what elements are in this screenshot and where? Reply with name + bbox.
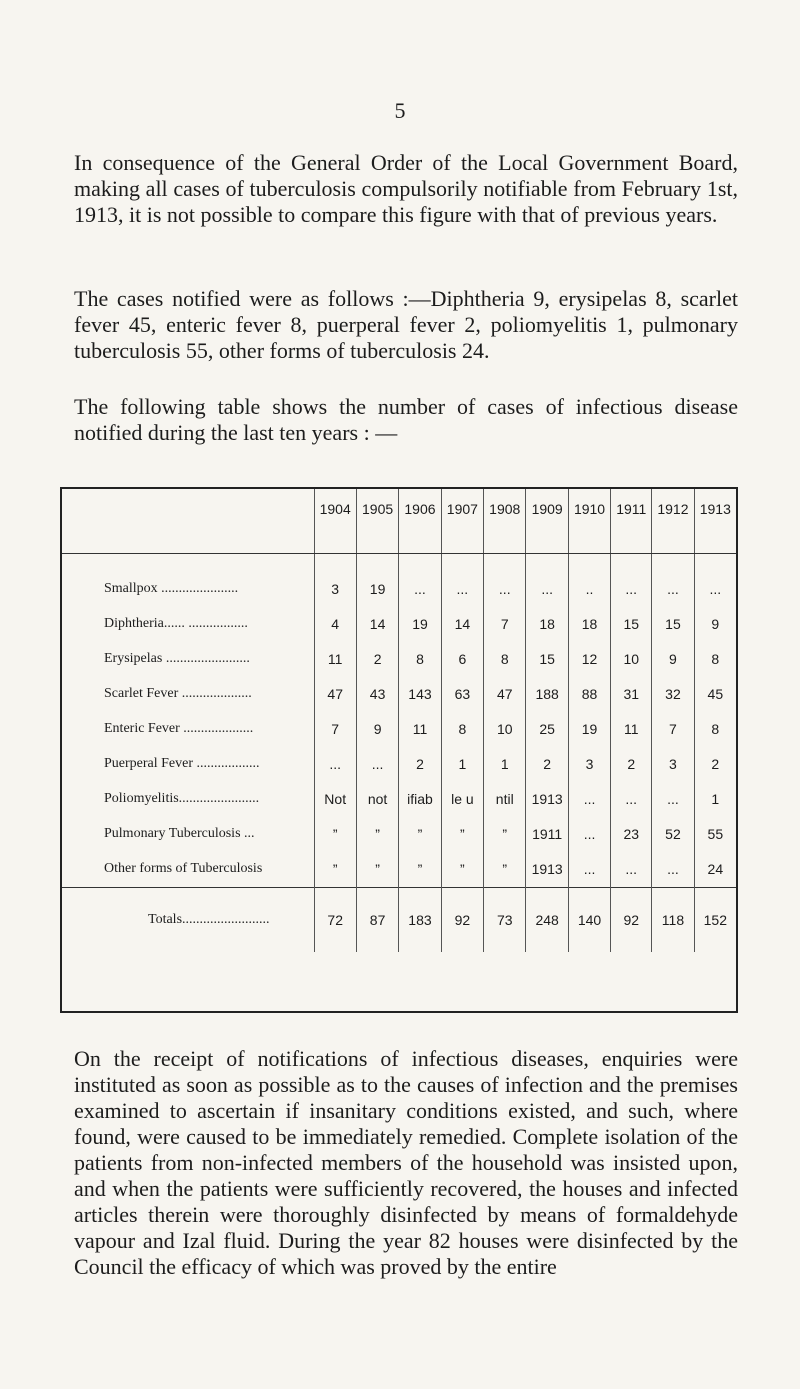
table-cell: 3 [314, 553, 356, 607]
table-cell: 15 [652, 607, 694, 642]
table-cell: 18 [526, 607, 568, 642]
table-cell: 24 [707, 861, 724, 877]
table-cell: ... [399, 553, 441, 607]
table-cell: 19 [568, 712, 610, 747]
table-cell: 18 [568, 607, 610, 642]
table-cell: ifiab [399, 782, 441, 817]
table-cell: 143 [399, 677, 441, 712]
table-cell: 14 [356, 607, 398, 642]
year-header-row [62, 489, 736, 553]
table-cell: 1913 [526, 852, 568, 888]
page-number: 5 [394, 98, 406, 123]
table-cell: 15 [526, 642, 568, 677]
table-cell: ” [399, 852, 441, 888]
label-column-header [62, 489, 314, 553]
row-label: Pulmonary Tuberculosis ... [62, 817, 314, 852]
table-cell: 12 [568, 642, 610, 677]
table-cell: 1 [484, 747, 526, 782]
paragraph-tuberculosis-notification: In consequence of the General Order of the Local Government Board, making all cases of tuberculosis compulsorily notifiable from February 1st, 1913, it is not possible to compare this figure with that of previous years. [74, 150, 738, 227]
table-cell: 11 [399, 712, 441, 747]
table-row-smallpox [62, 553, 736, 607]
year-header: 1913 [694, 489, 736, 553]
row-label: Erysipelas ........................ [62, 642, 314, 677]
table-cell: ... [611, 782, 652, 817]
table-cell: 11 [314, 642, 356, 677]
table-cell: 6 [441, 642, 483, 677]
infectious-disease-table [60, 487, 738, 1013]
table-row-poliomyelitis [62, 782, 736, 817]
table-cell: 2 [711, 756, 720, 772]
table-cell: 19 [399, 607, 441, 642]
year-header: 1912 [652, 489, 694, 553]
table-cell: ” [399, 817, 441, 852]
table-cell: 2 [526, 747, 568, 782]
table-cell: ... [652, 852, 694, 888]
table-cell: 31 [611, 677, 652, 712]
total-cell: 73 [484, 887, 526, 952]
table-cell: ” [356, 817, 398, 852]
row-label: Smallpox ...................... [62, 553, 314, 607]
table-cell: 2 [611, 747, 652, 782]
table-cell: ... [652, 782, 694, 817]
total-cell: 92 [611, 887, 652, 952]
paragraph-disinfection: On the receipt of notifications of infectious diseases, enquiries were instituted as soon as possible as to the causes of infection and the premises examined to ascertain if insanitary conditions existed, and such, where found, were caused to be immediately remedied. Complete isolation of the patients from non-infected members of the household was insisted upon, and when the patients were sufficiently recovered, the houses and infected articles therein were thoroughly disinfected by means of formaldehyde vapour and Izal fluid. During the year 82 houses were disinfected by the Council the efficacy of which was proved by the entire [74, 1046, 738, 1279]
table-cell: ... [441, 553, 483, 607]
year-header: 1908 [484, 489, 526, 553]
table-cell: 7 [314, 712, 356, 747]
table-cell: ” [484, 852, 526, 888]
table-cell: 8 [484, 642, 526, 677]
table-cell: 43 [356, 677, 398, 712]
table-row-diphtheria [62, 607, 736, 642]
table-cell: .. [568, 553, 610, 607]
table-cell: ... [526, 553, 568, 607]
table-cell: 23 [611, 817, 652, 852]
table-cell: ... [314, 747, 356, 782]
table-cell: 88 [568, 677, 610, 712]
table-cell: 47 [314, 677, 356, 712]
table-cell: 1 [711, 791, 720, 807]
total-cell: 152 [694, 887, 736, 952]
table-cell: ... [652, 553, 694, 607]
table-cell: 1911 [526, 817, 568, 852]
table-cell: le u [441, 782, 483, 817]
totals-label: Totals......................... [62, 887, 314, 952]
table-cell: ” [441, 852, 483, 888]
table-row-scarlet-fever [62, 677, 736, 712]
total-cell: 248 [526, 887, 568, 952]
table-cell: 14 [441, 607, 483, 642]
table-cell: 8 [399, 642, 441, 677]
table-cell: ... [568, 852, 610, 888]
table-cell: 7 [484, 607, 526, 642]
table-cell: ” [314, 852, 356, 888]
paragraph-cases-notified: The cases notified were as follows :—Diphtheria 9, erysipelas 8, scarlet fever 45, enteric fever 8, puerperal fever 2, poliomyelitis 1, pulmonary tuberculosis 55, other forms of tuberculosis 24. [74, 286, 738, 363]
table-row-totals [62, 887, 736, 952]
row-label: Other forms of Tuberculosis [62, 852, 314, 888]
table-cell: 8 [711, 721, 720, 737]
table-cell: ... [356, 747, 398, 782]
table-cell: 9 [356, 712, 398, 747]
table-cell: Not [314, 782, 356, 817]
row-label: Scarlet Fever .................... [62, 677, 314, 712]
year-header: 1904 [314, 489, 356, 553]
table-cell: ntil [484, 782, 526, 817]
table-cell: 10 [484, 712, 526, 747]
table-cell: ” [356, 852, 398, 888]
table-cell: 3 [652, 747, 694, 782]
year-header: 1910 [568, 489, 610, 553]
year-header: 1911 [611, 489, 652, 553]
table-cell: ” [441, 817, 483, 852]
table-cell: 188 [526, 677, 568, 712]
table-row-enteric-fever [62, 712, 736, 747]
table-cell: 45 [707, 686, 724, 702]
paragraph-table-intro: The following table shows the number of cases of infectious disease notified during the last ten years : — [74, 394, 738, 445]
table-cell: ... [568, 782, 610, 817]
table-cell: 19 [356, 553, 398, 607]
table-cell: 2 [356, 642, 398, 677]
table-row-other-tuberculosis [62, 852, 736, 888]
total-cell: 92 [441, 887, 483, 952]
total-cell: 183 [399, 887, 441, 952]
table-cell: 8 [441, 712, 483, 747]
table-cell: 2 [399, 747, 441, 782]
table-cell: 55 [707, 826, 724, 842]
table-cell: ... [568, 817, 610, 852]
table-cell: ... [611, 852, 652, 888]
disease-table [62, 489, 736, 952]
table-cell: 4 [314, 607, 356, 642]
table-cell: ... [484, 553, 526, 607]
table-cell: 25 [526, 712, 568, 747]
table-row-pulmonary-tuberculosis [62, 817, 736, 852]
table-row-erysipelas [62, 642, 736, 677]
year-header: 1905 [356, 489, 398, 553]
row-label: Poliomyelitis....................... [62, 782, 314, 817]
year-header: 1906 [399, 489, 441, 553]
table-cell: ... [709, 581, 722, 597]
table-cell: ” [484, 817, 526, 852]
total-cell: 118 [652, 887, 694, 952]
table-cell: 8 [711, 651, 720, 667]
row-label: Puerperal Fever .................. [62, 747, 314, 782]
table-cell: 15 [611, 607, 652, 642]
total-cell: 87 [356, 887, 398, 952]
table-cell: ... [611, 553, 652, 607]
total-cell: 72 [314, 887, 356, 952]
table-cell: 32 [652, 677, 694, 712]
row-label: Enteric Fever .................... [62, 712, 314, 747]
table-cell: 3 [568, 747, 610, 782]
table-cell: 7 [652, 712, 694, 747]
table-cell: 9 [652, 642, 694, 677]
table-cell: 63 [441, 677, 483, 712]
table-cell: 1 [441, 747, 483, 782]
year-header: 1909 [526, 489, 568, 553]
table-cell: 9 [711, 616, 720, 632]
table-cell: 47 [484, 677, 526, 712]
table-cell: ” [314, 817, 356, 852]
table-cell: 11 [611, 712, 652, 747]
table-cell: not [356, 782, 398, 817]
table-row-puerperal-fever [62, 747, 736, 782]
total-cell: 140 [568, 887, 610, 952]
table-cell: 1913 [526, 782, 568, 817]
year-header: 1907 [441, 489, 483, 553]
table-cell: 52 [652, 817, 694, 852]
row-label: Diphtheria...... ................. [62, 607, 314, 642]
table-cell: 10 [611, 642, 652, 677]
